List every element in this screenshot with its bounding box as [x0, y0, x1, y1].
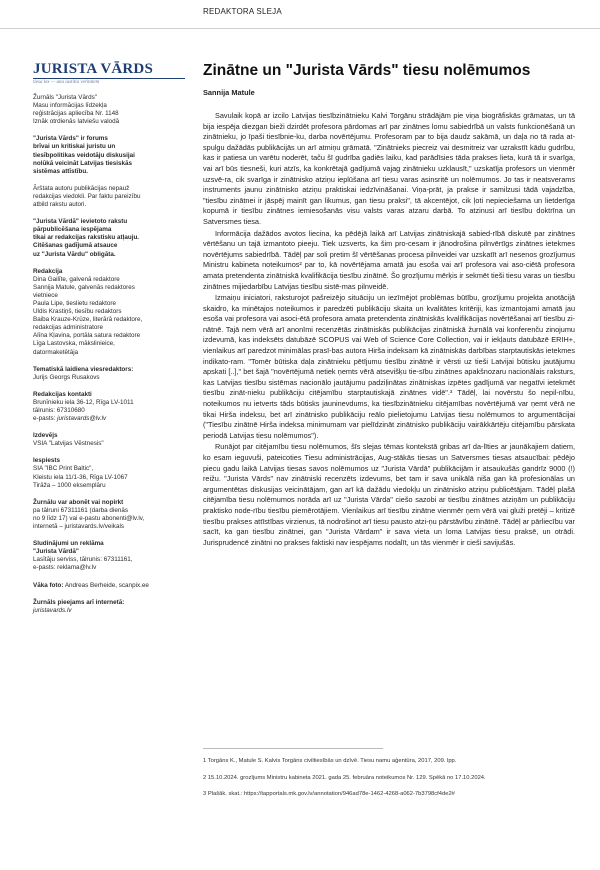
copyright-line: tikai ar redakcijas rakstisku atļauju.: [33, 234, 140, 242]
registration-line: Masu informācijas līdzekļa: [33, 102, 107, 110]
article-title: Zinātne un "Jurista Vārds" tiesu nolēmumos: [203, 62, 531, 79]
cover-photo-credit: [33, 582, 185, 590]
subscription-info: [33, 499, 185, 531]
staff-line: Uldis Krastiņš, tiesību redaktors: [33, 308, 122, 316]
advertising-info: [33, 540, 185, 572]
printing-line: Tirāža – 1000 eksemplāru: [33, 481, 106, 489]
online-link[interactable]: juristavards.lv: [33, 606, 72, 614]
disclaimer-line: redakcijas viedokli. Par faktu pareizību: [33, 192, 141, 200]
ads-line: e-pasts: reklama@lv.lv: [33, 564, 97, 572]
printing-line: SIA "IBC Print Baltic",: [33, 465, 94, 473]
staff-line: Līga Lastovska, mākslinieice,: [33, 340, 115, 348]
cover-credit-row: [33, 582, 185, 590]
article-author: Sannija Matule: [203, 88, 255, 97]
subscribe-line: internetā – juristavards.lv/veikals: [33, 523, 124, 531]
copyright-notice: [33, 218, 185, 258]
copyright-line: Citēšanas gadījumā atsauce: [33, 242, 118, 250]
editorial-article: [203, 62, 575, 549]
ads-heading-journal: "Jurista Vārdā": [33, 548, 79, 556]
mission-line: brīvai un kritiskai juristu un: [33, 143, 116, 151]
mission-line: tiesībpolitikas veidotāju diskusijai: [33, 151, 135, 159]
publisher-heading: Izdevējs: [33, 432, 58, 440]
mission-line: nolūkā veicināt Latvijas tiesiskās: [33, 159, 133, 167]
disclaimer-line: Ārštata autoru publikācijas nepauž: [33, 184, 130, 192]
staff-line: Sannija Matule, galvenās redaktores: [33, 283, 135, 291]
footnote-divider: [203, 748, 383, 749]
cover-credit-label: Vāka foto:: [33, 581, 64, 589]
staff-line: Paula Lipe, tieslietu redaktore: [33, 299, 116, 307]
masthead-sidebar: [33, 62, 185, 615]
guest-editor-heading: Tematiskā laidiena viesredaktors:: [33, 365, 134, 373]
registration-line: Žurnāls "Jurista Vārds": [33, 94, 97, 101]
registration-line: Iznāk otrdienās latviešu valodā: [33, 118, 120, 126]
footnotes: [203, 758, 575, 808]
staff-line: Dina Gailīte, galvenā redaktore: [33, 275, 120, 283]
footnote: 1 Torgāns K., Matule S. Kalvis Torgāns civiltiesībās un dzīvē. Tiesu namu aģentūra, 2017, 209. lpp.: [203, 758, 457, 764]
ads-heading: Sludinājumi un reklāma: [33, 540, 104, 548]
editorial-contacts: [33, 391, 185, 423]
article-paragraph: Savulaik kopā ar izcilo Latvijas tiesībzinātnieku Kalvi Torgānu strādājām pie viņa biogrāfiskās grāmatas, un tā bija iespēja diezgan bieži dzirdēt profesora pārdomas arī par zinātnes lomu sabiedrībā un valsts funkcionēšanā un zinātnieku, jo īpaši tiesībnie-ku, darba novērtējumu. Profesoram par to bija daudz sakāmā, un daļa no tā rada at-spulgu dažādās publikācijās un arī atmiņu grāmatā. "Zinātnieks piecreiz vai desmitreiz var uzrakstīt kādu gudrību, kas ir patiesa un varētu noderēt, taču šī gudrība gadiēs laiku, kad parādīsies tāda prakses lieta, kurā tā ir svarīga, vai arī būs tiesneši, kuri atzīs, ka konkrētajā gadījumā vajag zinātnieku uzklausīt," uzskatīja profesors un vienmēr uzsvē-ra, cik svarīga ir zinātnisko atziņu ieplūšana arī tiesu varas asinsritē un nolēmumos. Jo tas ir neatsverams instruments jaunu zinātnisko atziņu praktiskai iedzīvināšanai. Viņa-prāt, ja prakse ir samilzusi tādā vajadzība, "tiesību zinātnei ir jāspēj mainīt gan likumus, gan tiesu praksi", tā akcentējot, cik ļoti nepieciešama un lietderīga kopumā ir tiesību zinātnes iemiesošanās visu valsts varas atzaru darbā. To atzinusi arī tiesību doktrīna un Satversmes tiesa.: [203, 111, 575, 226]
mission-line: sistēmas attīstību.: [33, 167, 88, 175]
mission-statement: [33, 135, 185, 175]
footnote: 2 15.10.2024. grozījums Ministru kabineta 2021. gada 25. februāra noteikumos Nr. 129. Spēkā no 17.10.2024.: [203, 774, 486, 781]
ads-line: Lasītāju serviss, tālrunis: 67311161,: [33, 556, 133, 564]
journal-logo: JURISTA VĀRDS: [33, 61, 153, 77]
staff-line: vietniece: [33, 291, 58, 299]
registration-info: [33, 94, 185, 126]
contacts-phone: tālrunis: 67310680: [33, 407, 85, 414]
article-body: [203, 111, 575, 548]
online-heading: Žurnāls pieejams arī internetā:: [33, 598, 125, 606]
article-paragraph: Informācija dažādos avotos liecina, ka pēdējā laikā arī Latvijas zinātniskajā sabied-rībā diskutē par zinātnes vērtēšanu un tajā izmantoto pieeju. Tiek uzsverts, ka šim pro-cesam ir jānodrošina pilnvērtīgs zinātnes ietekmes novērtējums sabiedrībā. Tādēļ par soli pretim šī vērtēšanas procesa pilnveidei var uzskatīt arī nesenos grozījumus Ministru kabineta noteikumos² par to, kā novērtējama amatā jau esoša vai arī profesora vai aso-ciētā profesora amata pretendenta zinātniskā kvalifikācija tiesību zinātnē. Šo grozījumu mērķis ir sekmēt tieši tiesu varas un tiesību zinātnes mijiedarbību Latvijas tiesību sistē-mas pilnveidē.: [203, 228, 575, 291]
staff-line: redakcijas administratore: [33, 324, 103, 332]
section-label: REDAKTORA SLEJA: [203, 7, 282, 16]
cover-credit-text: Andreas Berheide, scanpix.ee: [63, 581, 149, 589]
copyright-line: "Jurista Vārdā" ievietoto rakstu: [33, 218, 128, 226]
contacts-email-label: e-pasts:: [33, 415, 58, 423]
copyright-line: pārpublicēšana iespējama: [33, 226, 112, 234]
subscribe-heading: Žurnālu var abonēt vai nopirkt: [33, 498, 124, 506]
publisher-name: VSIA "Latvijas Vēstnesis": [33, 440, 104, 448]
online-availability: [33, 599, 185, 615]
subscribe-line: no 9 līdz 17) vai e-pastu abonenti@lv.lv,: [33, 514, 145, 522]
contacts-heading: Redakcijas kontakti: [33, 390, 92, 398]
printing-info: [33, 457, 185, 489]
subscribe-line: pa tālruni 67311161 (darba dienās: [33, 506, 128, 514]
article-paragraph: Izmaiņu iniciatori, raksturojot pašreizējo situāciju un iezīmējot problēmas būtību, grozījumu projekta anotācijā skaidro, ka minētajos noteikumos ir paredzēti publikāciju skaita un kvalitātes kritēriji, kas izmantojami amatā jau esoša vai profesora vai asoci-ētā profesora amata pretendenta zinātniskās kvalifikācijas novērtēšanai arī tiesību zi-nātnē. Tajā nem vērā arī anonīmi recenzētās zinātniskās publikācijas zinātniskā žurnālā vai konferenču zinojumu izdevumā, kas indeksēts datubāzē SCOPUS vai Web of Science Core Collection, vai ir iekļauts datubāzē ERIH+, vienlaikus arī paredzot minimālas prasī-bas autora Hirša indeksam kā zinātniskās darbības starptautiskās ietekmes indikato-ram. "Tomēr būtiska daļa zinātnieku pētījumu tiesību zinātnē ir vērsti uz tieši Latvijai būtisku jautājumu apskati [..]," bet šajā "novērtējumā netiek ņemts vērā atsevišķu tie-sību zinātnes apakšnozaru nacionālais raksturs, kas Latvijas tiesību sistēmas nacionālo jautājumu padziļinātas zinātniskas izpētes gadījumā var negatīvi ietekmēt tiesību zināt-nieku publikāciju citējamību starptautiskajā zinātnes vidē".³ Tādēļ, lai novērstu šo nepil-nību, noteikumos nu ietverts tāds būtisks jauninevdums, ka tiesībzinātnieku citējamības novērtējumā var ņemt vērā ne tikai Hirša indeksu, bet arī zinātnisko publikāciju reālo pielietojumu Latvijas tiesu nolēmumos to argumentācijai ("Tiesību zinātnē Hirša indeksa minimumam var pielīdzināt zinātnisko publikāciju vairākkārtēju citējamību pārskata periodā Latvijas tiesu nolēmumos").: [203, 293, 575, 440]
disclaimer-line: atbild rakstu autori.: [33, 201, 87, 209]
contacts-address: Brunīnieku iela 36-12, Rīga LV-1011: [33, 398, 134, 406]
editorial-heading: Redakcija: [33, 267, 63, 275]
guest-editor: [33, 366, 185, 382]
guest-editor-name: Jurijs Georgs Rusakovs: [33, 373, 100, 381]
header-divider: [0, 28, 600, 29]
disclaimer: [33, 185, 185, 209]
printing-line: Kleistu iela 11/1-36, Rīga LV-1067: [33, 473, 128, 481]
article-paragraph: Runājot par citējamību tiesu nolēmumos, šīs slejas tēmas kontekstā gribas arī da-līties ar jaunākajiem datiem, ko esam ieguvuši, pateicoties Tiesu administrācijas, Aug-stākās tiesas un Satversmes tiesas atsaucībai: pēdējo piecu gadu laikā Latvijas tiesas savos nolēmumos uz "Jurista Vārdā" publikācijām ir atsaukušās gandrīz 9000 (!) reižu. "Jurista Vārds" nav zinātniski recenzēts izdevums, bet tam ir sava unikālā niša gan kā profesionālas un argumentētas diskusijas veicinātājam, gan arī kā dažādu viedokļu un zinātnisko atziņu publicētājam. Tādēļ plašā citējamība tiesu nolēmumos norāda arī uz "Jurista Vārda" ciešo sazobi ar tiesību zinātnes atziņām un publikāciju praktisko node-rību tiesību piemērotājiem. Vienlaikus arī tiesību zinātne vienmēr ņem vērā vai gluži pretēji – kritizē tiesību prakses attīstības virzienus, tā nodrošinot arī tiesu pausto atzi-ņu pārstāvību zinātnē. Tādēļ ar pārliecību var sacīt, ka gan tiesību zinātnei, gan "Jurista Vārdam" ir sava vieta un loma Latvijas tiesu praksē, un otrādi. Jurisprudencē zinātni no prakses faktiski nav iespējams nodalīt, un tās vienmēr ir cieši savijušās.: [203, 442, 575, 547]
contacts-email-link[interactable]: juristavards@lv.lv: [57, 415, 107, 423]
staff-line: Baiba Krauze-Krūze, literārā redaktore,: [33, 316, 143, 324]
contacts-email-row: [33, 415, 185, 423]
printing-heading: Iespiests: [33, 457, 60, 465]
registration-line: reģistrācijas apliecība Nr. 1148: [33, 110, 119, 118]
publisher-info: [33, 432, 185, 448]
journal-logo-tagline: tiesa lex — una iustitia veritatem: [33, 78, 185, 86]
mission-line: "Jurista Vārds" ir forums: [33, 135, 108, 143]
staff-line: datormaketētāja: [33, 348, 79, 356]
editorial-staff: [33, 268, 185, 357]
footnote: 3 Plašāk. skat.: https://tapportals.mk.gov.lv/annotation/946ad78e-1462-4268-a062-7b3798cf4de2#: [203, 791, 455, 798]
copyright-line: uz "Jurista Vārdu" obligāta.: [33, 250, 116, 258]
staff-line: Alīna Kļavina, portāla satura redaktore: [33, 332, 141, 340]
